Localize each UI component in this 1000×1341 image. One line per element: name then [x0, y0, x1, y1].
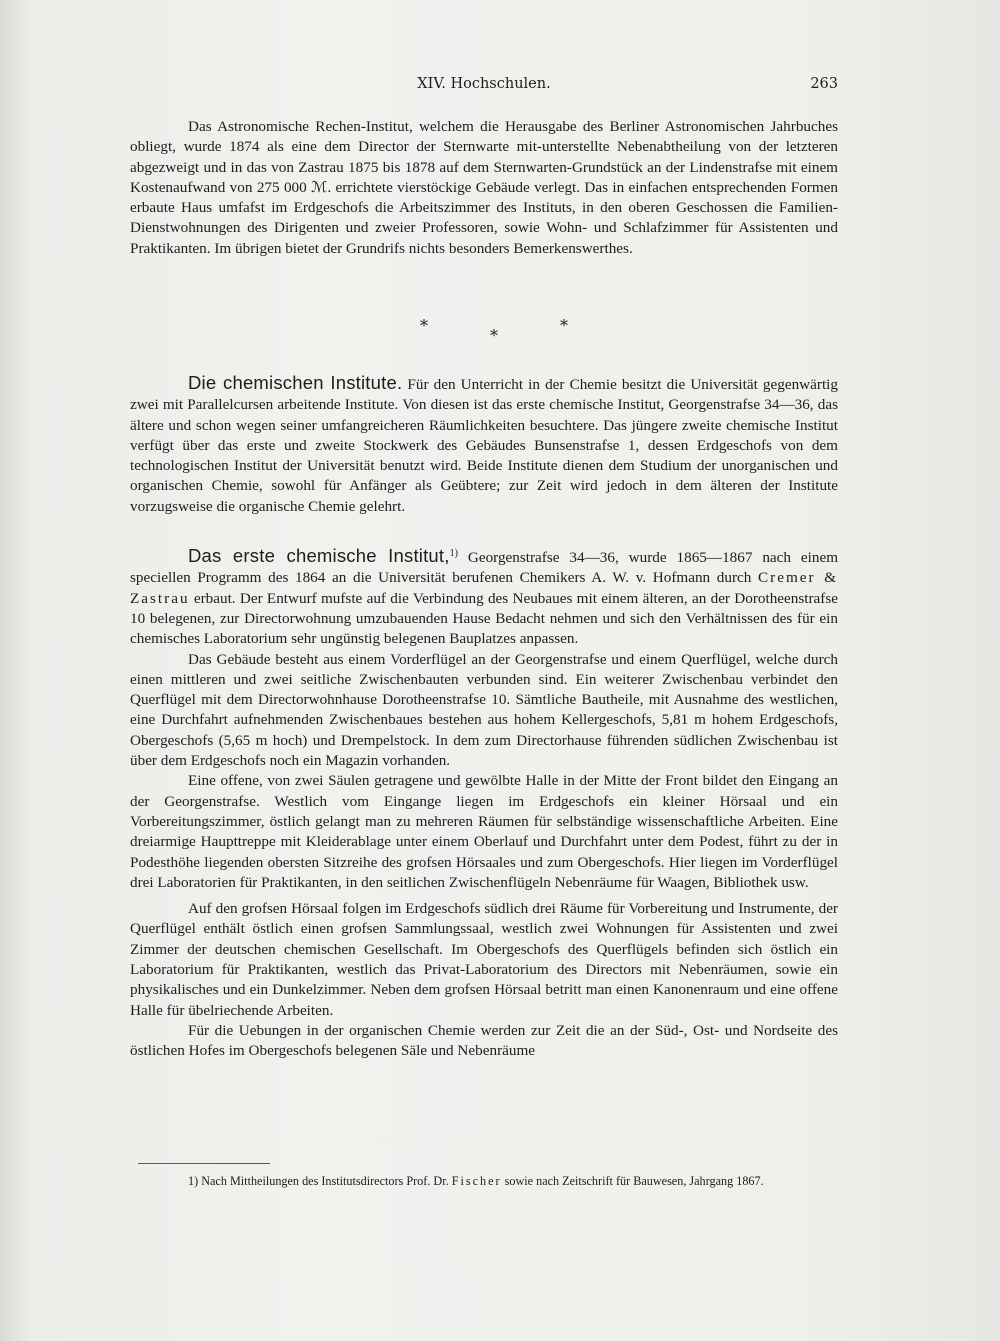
- footnote-text-end: sowie nach Zeitschrift für Bauwesen, Jahrgang 1867.: [504, 1174, 764, 1188]
- asterisk: *: [420, 316, 428, 335]
- paragraph-halle: Eine offene, von zwei Säulen getragene und gewölbte Halle in der Mitte der Front bildet den Eingang an der Georgenstrafse. Westlich vom Eingange liegen im Erdgeschofs ein kleiner Hörsaal und ein Vorbereitungszimmer, östlich gelangt man zu mehreren Räumen für selbständige wissenschaftliche Arbeiten. Eine dreiarmige Haupttreppe mit Kleiderablage unter einem Oberlauf und Durchfahrt unter dem Podest, führt zu der in Podesthöhe liegenden obersten Sitzreihe des grofsen Hörsaales und zum Obergeschofs. Hier liegen im Vorderflügel drei Laboratorien für Praktikanten, in den seitlichen Zwischenflügeln Nebenräume für Waagen, Bibliothek usw.: [130, 772, 838, 891]
- asterisk: *: [490, 326, 498, 345]
- footnote-text-start: Nach Mittheilungen des Institutsdirectors Prof. Dr.: [201, 1174, 449, 1188]
- footnote-reference: 1): [449, 548, 458, 559]
- header-title: XIV. Hochschulen.: [417, 76, 551, 92]
- paragraph-hoersaal: Auf den grofsen Hörsaal folgen im Erdgeschofs südlich drei Räume für Vorbereitung und Instrumente, der Querflügel enthält östlich einen grofsen Sammlungssaal, westlich zwei Wohnungen für Assistenten und zwei Zimmer der deutschen chemischen Gesellschaft. Im Obergeschofs des Querflügels befinden sich östlich ein Laboratorium für Praktikanten, westlich das Privat-Laboratorium des Directors mit Nebenräumen, sowie ein physikalisches und ein Dunkelzimmer. Neben dem grofsen Hörsaal betritt man einen Kanonenraum und eine offene Halle für übelriechende Arbeiten.: [130, 900, 838, 1019]
- erste-institut-intro: Georgenstrafse 34—36, wurde 1865—1867 nach einem speciellen Programm des 1864 an die Universität berufenen Chemikers A. W. v. Hofmann durch: [130, 549, 839, 587]
- section-heading-erste-institut: Das erste chemische Institut,: [188, 545, 450, 567]
- erste-institut-intro-end: erbaut. Der Entwurf mufste auf die Verbindung des Neubaues mit einem älteren, an der Dorotheenstrafse 10 belegenen, zur Directorwohnung umzubauenden Hause Bedacht nehmen und sich den Verhältnissen des für ein chemisches Laboratorium sehr ungünstig belegenen Bauplatzes anpassen.: [130, 589, 839, 648]
- page-number: 263: [810, 76, 838, 92]
- erste-institut-section: [130, 544, 838, 1061]
- paragraph-gebaeude: Das Gebäude besteht aus einem Vorderflügel an der Georgenstrafse und einem Querflügel, welche durch einen mittleren und zwei seitliche Zwischenbauten verbunden sind. Ein weiterer Zwischenbau verbindet den Querflügel mit dem Directorwohnhause Dorotheenstrafse 10. Sämtliche Bautheile, mit Ausnahme des westlichen, eine Durchfahrt aufnehmenden Zwischenbaues bestehen aus hohem Kellergeschofs, 5,81 m hohem Erdgeschofs, Obergeschofs (5,65 m hoch) und Drempelstock. In dem zum Directorhause führenden südlichen Zwischenbau ist über dem Erdgeschofs noch ein Magazin vorhanden.: [130, 650, 838, 770]
- footnote: [136, 1171, 848, 1191]
- architect-names: Cremer & Zastrau: [130, 569, 839, 607]
- rechen-institut-section: [130, 117, 838, 259]
- footnote-author-name: Fischer: [451, 1174, 502, 1188]
- section-separator: [420, 316, 580, 346]
- paragraph-chemische-institute: [130, 373, 838, 517]
- paragraph-uebungen: Für die Uebungen in der organischen Chemie werden zur Zeit die an der Süd-, Ost- und Nordseite des östlichen Hofes im Obergeschofs belegenen Säle und Nebenräume: [130, 1021, 838, 1060]
- paragraph-erste-institut: [130, 544, 838, 650]
- asterisk: *: [560, 316, 568, 335]
- footnote-mark: 1): [188, 1174, 199, 1188]
- footnote-text: [136, 1171, 848, 1191]
- chemische-institute-text: Für den Unterricht in der Chemie besitzt die Universität gegenwärtig zwei mit Parallelcursen arbeitende Institute. Von diesen ist das erste chemische Institut, Georgenstrafse 34—36, das ältere und schon wegen seiner umfangreicheren Räumlichkeiten besuchtere. Das jüngere zweite chemische Institut verfügt über das erste und zweite Stockwerk des Gebäudes Bunsenstrafse 1, dessen Erdgeschofs von dem technologischen Institut der Universität benutzt wird. Beide Institute dienen dem Studium der unorganischen und organischen Chemie, sowohl für Anfänger als Geübtere; zur Zeit wird jedoch in dem älteren der Institute vorzugsweise die organische Chemie gelehrt.: [130, 376, 838, 515]
- chemische-institute-section: [130, 373, 838, 517]
- section-heading-chemische-institute: Die chemischen Institute.: [188, 372, 403, 393]
- paragraph-rechen-institut: Das Astronomische Rechen-Institut, welchem die Herausgabe des Berliner Astronomischen Jahrbuches obliegt, wurde 1874 als eine dem Director der Sternwarte mit-unterstellte Nebenabtheilung von der letzteren abgezweigt und in das von Zastrau 1875 bis 1878 auf dem Sternwarten-Grundstück an der Lindenstrafse mit einem Kostenaufwand von 275 000 ℳ. errichtete vierstöckige Gebäude verlegt. Das in einfachen entsprechenden Formen erbaute Haus umfafst im Erdgeschofs die Arbeitszimmer des Instituts, in den oberen Geschossen die Familien-Dienstwohnungen des Dirigenten und zweier Professoren, sowie Wohn- und Schlafzimmer für Assistenten und Praktikanten. Im übrigen bietet der Grundrifs nichts besonders Bemerkenswerthes.: [130, 118, 838, 257]
- footnote-divider: [138, 1163, 270, 1164]
